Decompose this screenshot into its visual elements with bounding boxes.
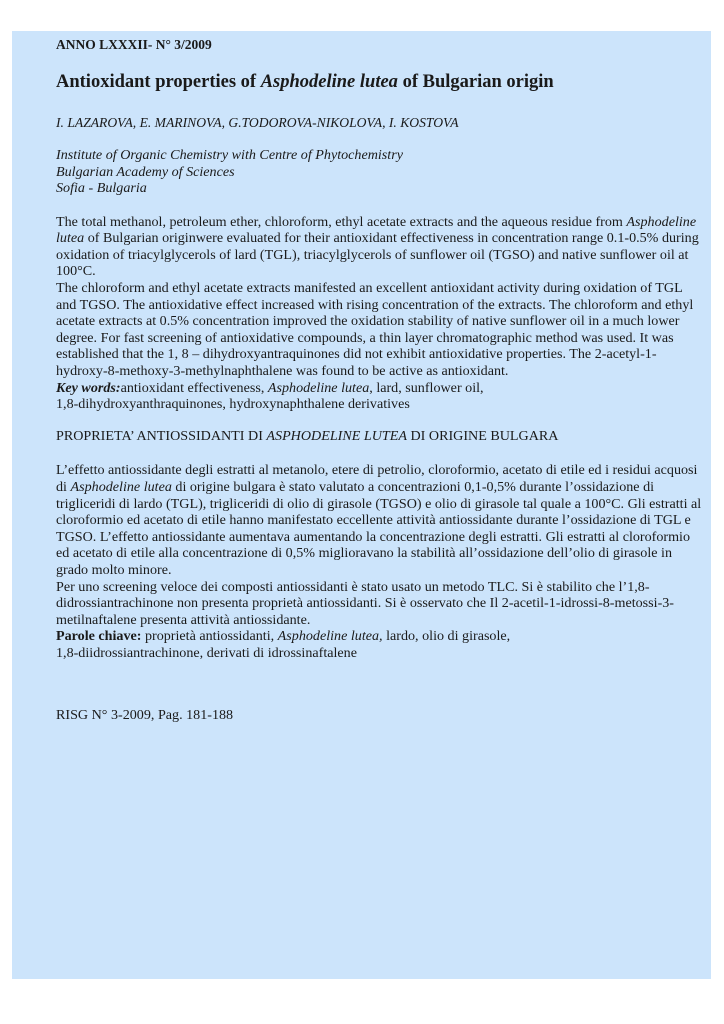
abstract-paragraph: [56, 462, 706, 578]
paper-title: [56, 71, 706, 93]
keywords-label: Key words:: [56, 379, 121, 396]
italian-title: [56, 428, 706, 445]
affiliation-line: Institute of Organic Chemistry with Centre of Phytochemistry: [56, 147, 403, 164]
keywords: [56, 380, 706, 397]
species-name: Asphodeline lutea: [267, 379, 370, 396]
italian-abstract: [56, 462, 706, 661]
keywords-line-2: 1,8-dihydroxyanthraquinones, hydroxynaphthalene derivatives: [56, 396, 410, 413]
title-prefix: Antioxidant properties of: [56, 71, 261, 92]
english-abstract: [56, 214, 706, 413]
affiliation-line: Sofia - Bulgaria: [56, 180, 147, 197]
citation-reference: RISG N° 3-2009, Pag. 181-188: [56, 706, 234, 723]
keywords-label: Parole chiave:: [56, 628, 142, 645]
title-suffix: of Bulgarian origin: [397, 71, 554, 92]
title-it-suffix: DI ORIGINE BULGARA: [406, 427, 559, 444]
abstract-text: The total methanol, petroleum ether, chloroform, ethyl acetate extracts and the aqueous residue from: [56, 213, 627, 230]
title-it-species: ASPHODELINE LUTEA: [266, 427, 407, 444]
title-it-prefix: PROPRIETA’ ANTIOSSIDANTI DI: [56, 427, 267, 444]
abstract-text: L’effetto antiossidante degli estratti al metanolo, etere di petrolio, cloroformio, acetato di etile ed i residui acquosi di: [56, 462, 698, 495]
abstract-text: of Bulgarian originwere evaluated for their antioxidant effectiveness in concentration range 0.1-0.5% during oxidation of triacylglycerols of lard (TGL), triacylglycerols of sunflower oil (TGSO) and native sunflower oil at 100°C.: [56, 230, 699, 280]
species-name: Asphodeline lutea: [70, 479, 172, 495]
affiliation-line: Bulgarian Academy of Sciences: [56, 163, 235, 180]
document-content: [56, 37, 706, 723]
affiliation: [56, 147, 706, 197]
issue-number: ANNO LXXXII- N° 3/2009: [56, 37, 212, 52]
keywords-text: antioxidant effectiveness,: [120, 379, 268, 396]
species-name: Asphodeline lutea,: [277, 628, 383, 645]
abstract-paragraph: The chloroform and ethyl acetate extracts manifested an excellent antioxidant activity during oxidation of TGL and TGSO. The antioxidative effect increased with rising concentration of the extracts. The chloroform and ethyl acetate extracts at 0.5% concentration improved the oxidation stability of native sunflower oil in a much lower degree. For fast screening of antioxidative compounds, a thin layer chromatographic method was used. It was established that the 1, 8 – dihydroxyantraquinones did not exhibit antioxidative properties. The 2-acetyl-1-hydroxy-8-methoxy-3-methylnaphthalene was found to be active as antioxidant.: [56, 280, 694, 380]
keywords-text: , lard, sunflower oil,: [369, 379, 484, 396]
keywords: [56, 628, 706, 645]
author-list: I. LAZAROVA, E. MARINOVA, G.TODOROVA-NIKOLOVA, I. KOSTOVA: [56, 114, 459, 130]
keywords-text: proprietà antiossidanti,: [141, 628, 278, 645]
abstract-text: di origine bulgara è stato valutato a concentrazioni 0,1-0,5% durante l’ossidazione di trigliceridi di lardo (TGL), trigliceridi di olio di girasole (TGSO) e olio di girasole tal quale a 100°C. Gli estratti al cloroformio ed acetato di etile hanno manifestato eccellente attività antiossidante durante l’ossidazione di TGL e TGSO. L’effetto antiossidante aumentava aumentando la concentrazione degli estratti. Gli estratti al cloroformio ed acetato di etile alla concentrazione di 0,5% miglioravano la stabilità all’ossidazione dell’olio di girasole in grado molto minore.: [56, 479, 702, 578]
species-name: Asphodeline lutea: [56, 213, 697, 247]
abstract-paragraph: Per uno screening veloce dei composti antiossidanti è stato usato un metodo TLC. Si è stabilito che l’1,8-didrossiantrachinone non presenta proprietà antiossidanti. Si è osservato che Il 2-acetil-1-idrossi-8-metossi-3-metilnaftalene presenta attività antiossidante.: [56, 578, 674, 628]
keywords-line-2: 1,8-diidrossiantrachinone, derivati di idrossinaftalene: [56, 644, 357, 661]
abstract-paragraph: [56, 214, 706, 280]
keywords-text: lardo, olio di girasole,: [382, 628, 511, 645]
title-species: Asphodeline lutea: [260, 71, 398, 92]
